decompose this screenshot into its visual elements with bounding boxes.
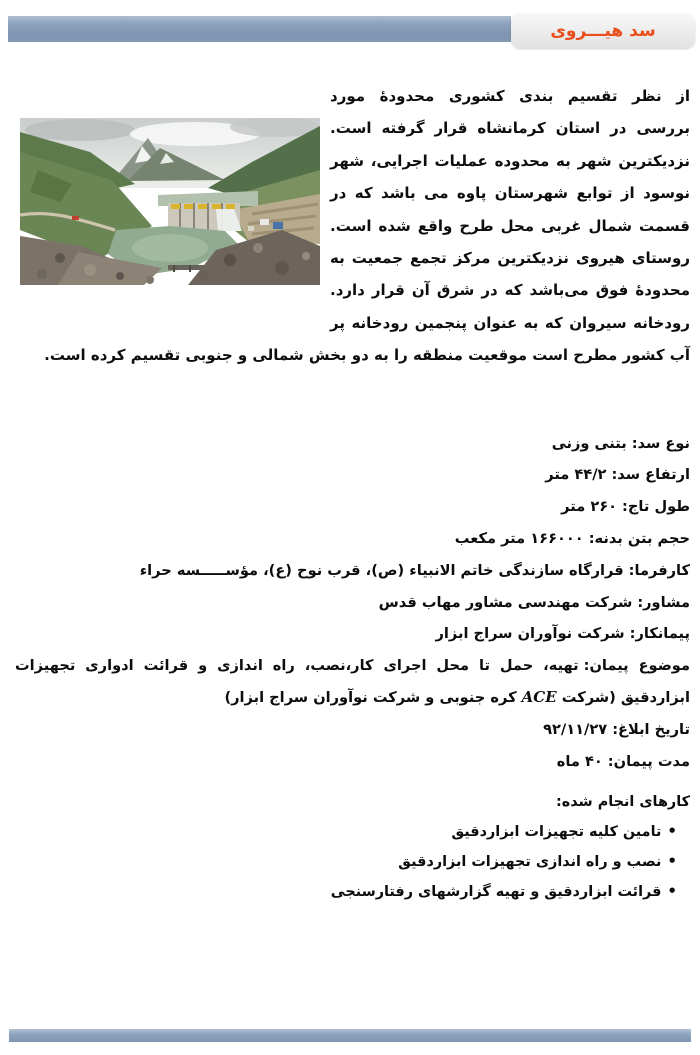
- works-section: [15, 787, 690, 907]
- spec-label: پیمانکار:: [629, 625, 690, 643]
- spec-value: ۹۲/۱۱/۲۷: [543, 720, 608, 738]
- main-content: [15, 80, 690, 907]
- spec-row-consultant: [15, 587, 690, 619]
- spec-value-after: کره جنوبی و شرکت نوآوران سراج ابزار): [224, 689, 522, 707]
- list-item: [15, 847, 677, 877]
- spec-value: ۴۰ ماه: [556, 752, 603, 770]
- spec-row-contract-subject: [15, 650, 690, 714]
- spec-label: ارتفاع سد:: [611, 466, 690, 484]
- spec-row-notice-date: [15, 714, 690, 746]
- spec-row-contract-duration: [15, 746, 690, 778]
- spec-value: بتنی وزنی: [551, 434, 627, 452]
- spec-label: کارفرما:: [628, 561, 690, 579]
- spec-value: شرکت مهندسی مشاور مهاب قدس: [378, 593, 633, 611]
- spec-row-contractor: [15, 618, 690, 650]
- page-title: سد هیـــروی: [550, 20, 656, 41]
- spec-label: موضوع پیمان:: [583, 657, 690, 675]
- dam-photo-illustration: [20, 118, 320, 285]
- spec-value-before: تهیه، حمل تا محل اجرای کار،نصب، راه اندازی و قرائت ادواری تجهیزات ابزاردقیق (شرکت: [15, 657, 690, 707]
- spec-value: ۴۴/۲ متر: [545, 466, 607, 484]
- spec-label: حجم بتن بدنه:: [588, 530, 690, 548]
- bullet-icon: •: [667, 822, 677, 841]
- spec-value: ۲۶۰ متر: [561, 498, 618, 516]
- works-heading: کارهای انجام شده:: [555, 794, 690, 811]
- list-item: [15, 877, 677, 907]
- spec-value: شرکت نوآوران سراج ابزار: [435, 625, 625, 643]
- list-item-text: تامین کلیه تجهیزات ابزاردقیق: [451, 824, 662, 841]
- spec-label: طول تاج:: [622, 498, 690, 516]
- spec-row-dam-height: [15, 459, 690, 491]
- spec-value: ۱۶۶۰۰۰ متر مکعب: [454, 530, 584, 548]
- spec-row-crest-length: [15, 491, 690, 523]
- list-item-text: قرائت ابزاردقیق و تهیه گزارشهای رفتارسنجی: [330, 884, 662, 901]
- spec-label: تاریخ ابلاغ:: [612, 720, 690, 738]
- spec-row-client: [15, 555, 690, 587]
- footer-accent-bar: [9, 1029, 691, 1042]
- spec-label: نوع سد:: [631, 434, 690, 452]
- spec-value: قرارگاه سازندگی خاتم الانبیاء (ص)، قرب نوح (ع)، مؤســـــسه حراء: [139, 561, 624, 579]
- bullet-icon: •: [667, 882, 677, 901]
- spec-label: مدت پیمان:: [607, 752, 690, 770]
- header-accent-bar: [8, 16, 511, 42]
- spec-label: مشاور:: [637, 593, 690, 611]
- list-item: [15, 817, 677, 847]
- list-item-text: نصب و راه اندازی تجهیزات ابزاردقیق: [398, 854, 662, 871]
- spec-row-concrete-volume: [15, 523, 690, 555]
- intro-paragraph: از نظر تقسیم بندی کشوری محدودۀ مورد بررسی در استان کرمانشاه قرار گرفته است. نزدیکترین شهر به محدوده عملیات اجرایی، شهر نوسود از توابع شهرستان پاوه می باشد که در قسمت شمال غربی محل طرح واقع شده است. روستای هیروی نزدیکترین مرکز تجمع جمعیت به محدودۀ فوق می‌باشد که در شرق آن قرار دارد. رودخانه سیروان که به عنوان پنجمین رودخانه پر آب کشور مطرح است موقعیت منطقه را به دو بخش شمالی و جنوبی تقسیم کرده است.: [44, 87, 690, 365]
- spec-row-dam-type: [15, 428, 690, 460]
- dam-photo: [20, 118, 320, 285]
- latin-company-name: ACE: [521, 688, 557, 707]
- bullet-icon: •: [667, 852, 677, 871]
- intro-section: [15, 80, 690, 372]
- works-list: [15, 817, 690, 907]
- specs-section: [15, 428, 690, 778]
- title-box: [511, 13, 695, 48]
